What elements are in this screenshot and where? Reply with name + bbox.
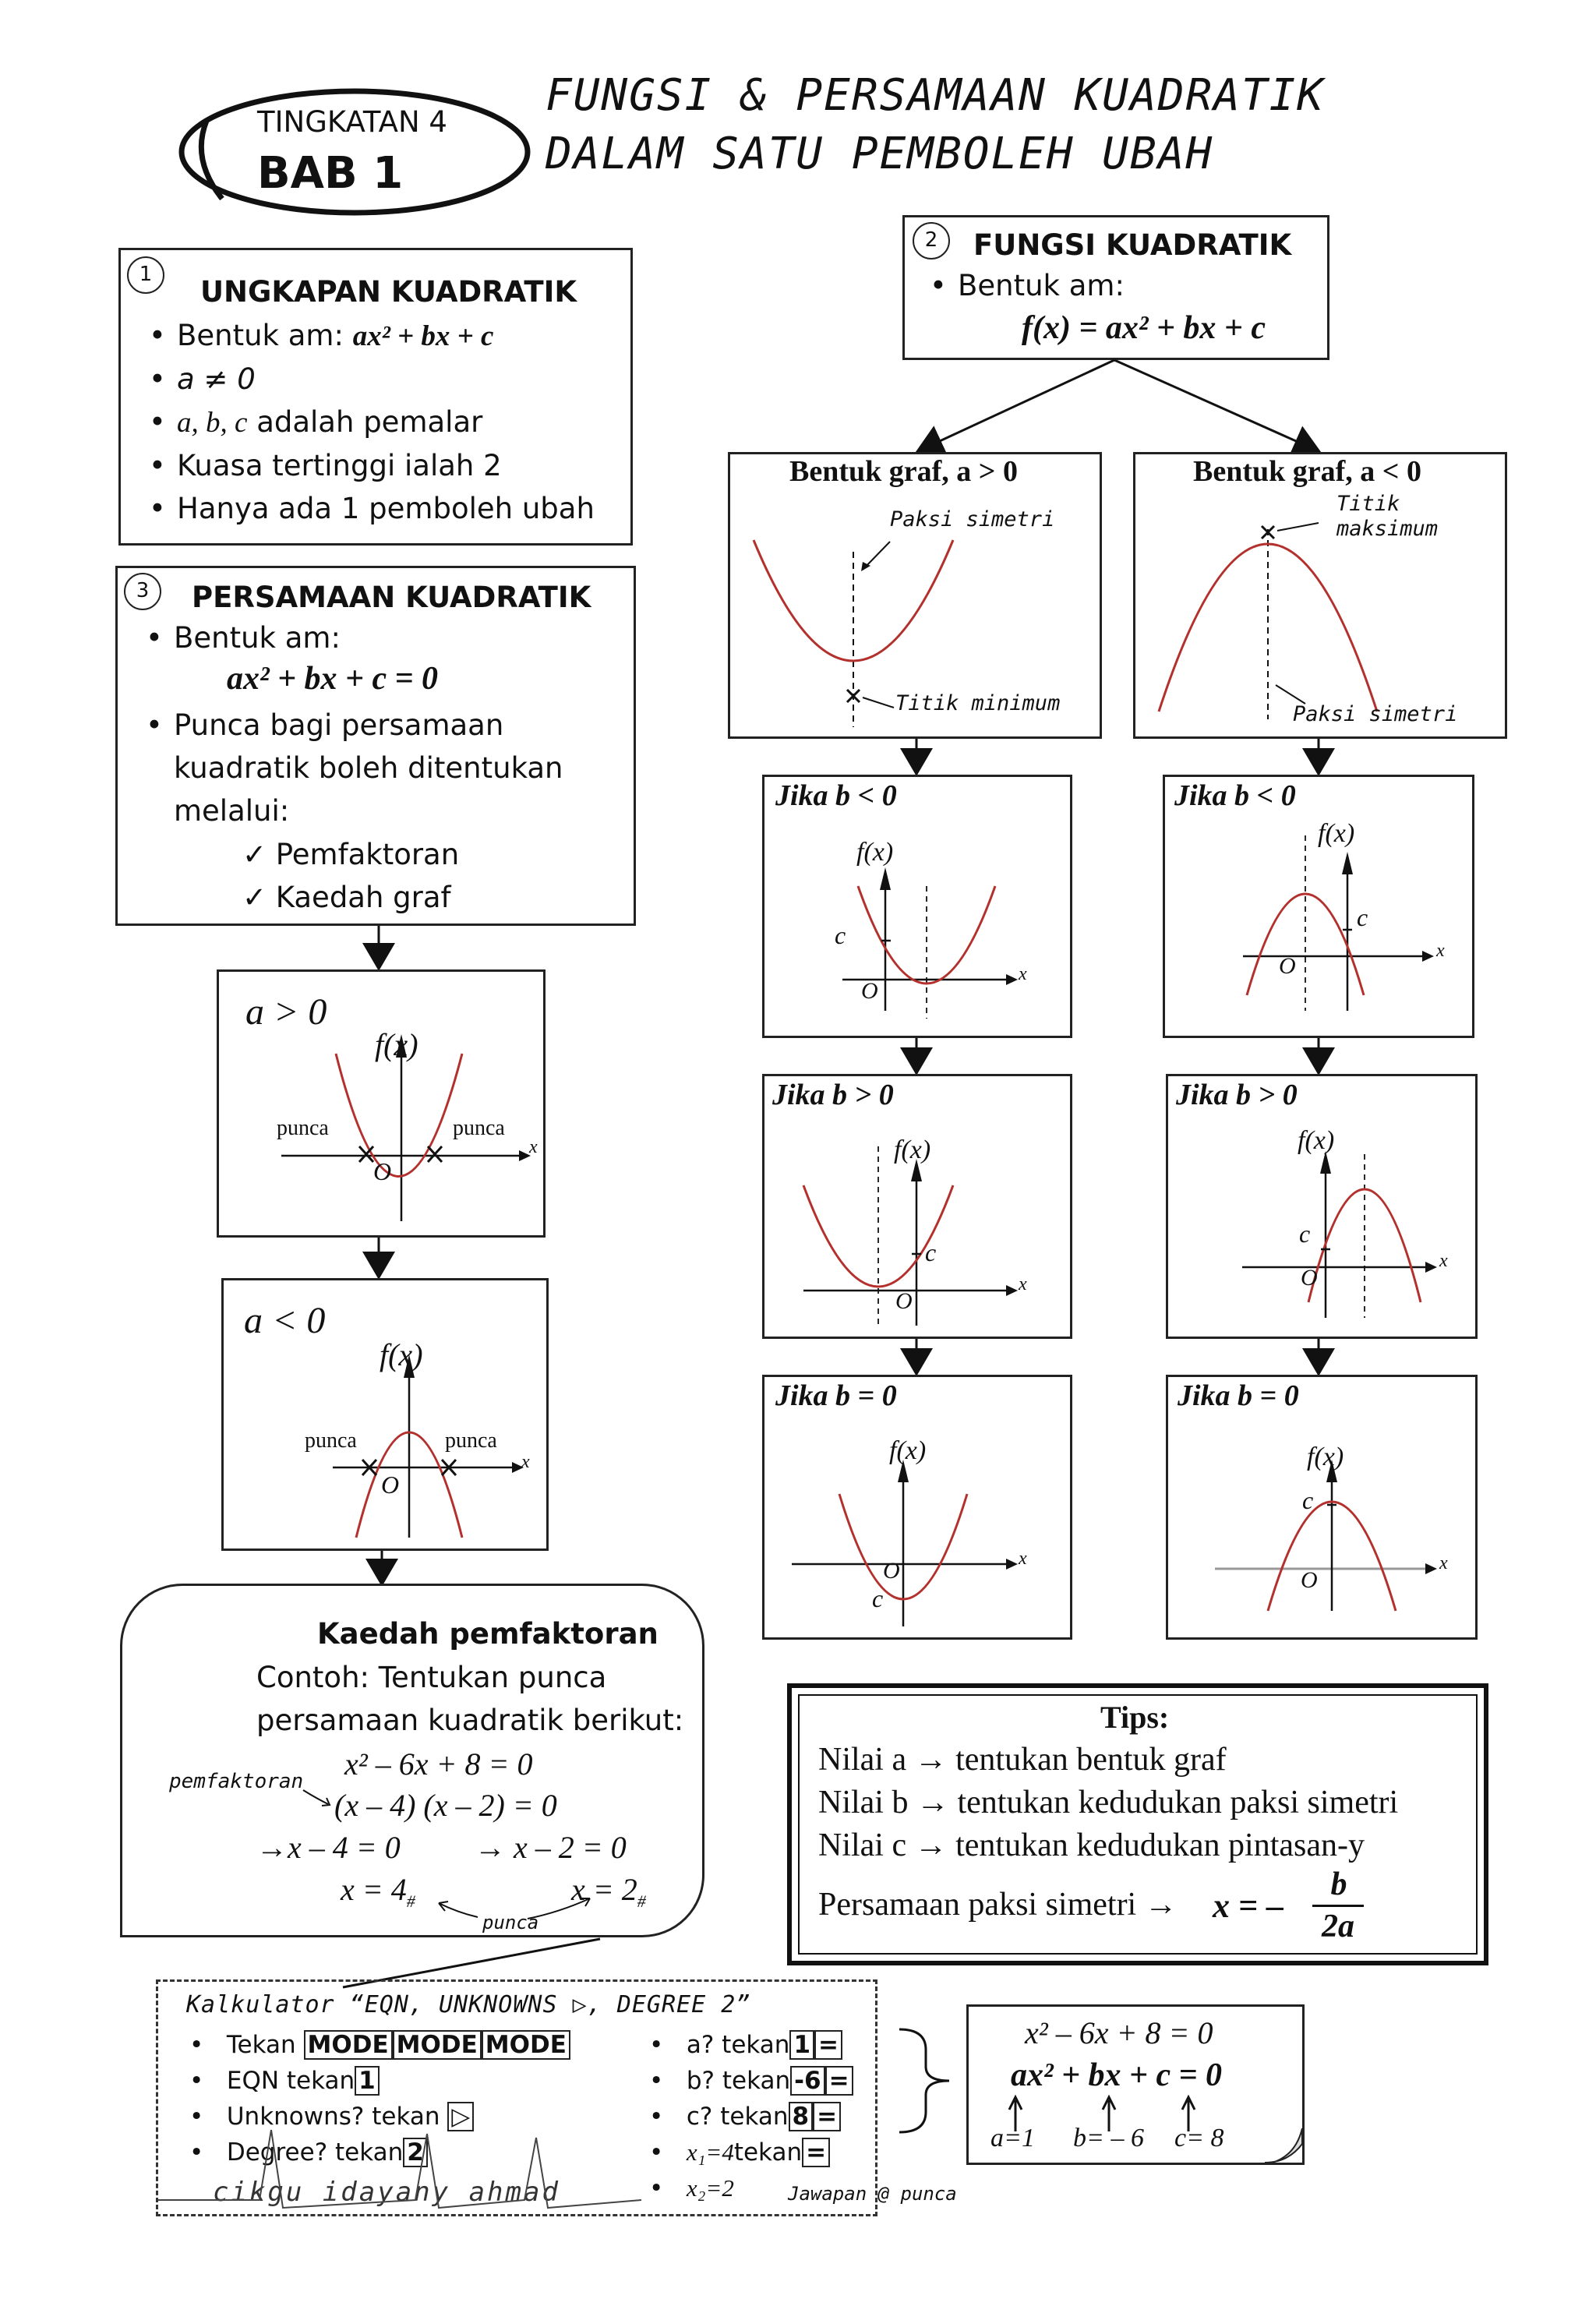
check-kaedah-graf: ✓ Kaedah graf xyxy=(242,881,451,914)
axis-origin: O xyxy=(861,978,878,1004)
step-degree: • Degree? tekan 2 xyxy=(189,2135,570,2170)
graph-a-negative xyxy=(221,1278,549,1551)
section-number: 3 xyxy=(124,573,161,610)
bullet-a-not-zero: • a ≠ 0 xyxy=(177,358,595,401)
label-c: c xyxy=(925,1238,937,1266)
label-c: c xyxy=(1299,1220,1311,1248)
step-x2: • x₂=2 xyxy=(649,2174,734,2202)
tips-line-a: Nilai a → tentukan bentuk graf xyxy=(818,1742,1227,1778)
factorization-factored: (x – 4) (x – 2) = 0 xyxy=(334,1788,557,1823)
graph-title: a > 0 xyxy=(245,991,327,1033)
calculator-right-steps xyxy=(649,2027,853,2206)
label-maksimum: maksimum xyxy=(1336,517,1439,541)
bullet-bentuk-am: • Bentuk am: xyxy=(958,264,1125,307)
label-c: c xyxy=(872,1584,884,1612)
tips-box xyxy=(787,1683,1488,1965)
axis-x: x xyxy=(521,1452,530,1472)
label-paksi-simetri: Paksi simetri xyxy=(890,507,1055,531)
axis-x: x xyxy=(1439,1251,1448,1271)
graph-title: Jika b > 0 xyxy=(1176,1079,1298,1111)
case-a-neg-b-zero xyxy=(1166,1375,1478,1640)
step-a: • a? tekan 1 = xyxy=(649,2027,853,2063)
axis-fx: f(x) xyxy=(380,1337,423,1372)
axis-origin: O xyxy=(1301,1567,1318,1593)
axis-origin: O xyxy=(883,1558,900,1584)
section-title: PERSAMAAN KUADRATIK xyxy=(192,581,591,614)
factorization-title: Kaedah pemfaktoran xyxy=(317,1617,659,1651)
step-unknowns: • Unknowns? tekan ▷ xyxy=(189,2099,570,2135)
section-title: UNGKAPAN KUADRATIK xyxy=(200,275,577,309)
axis-origin: O xyxy=(1279,953,1296,979)
axis-x: x xyxy=(1019,1549,1027,1569)
axis-origin: O xyxy=(1301,1265,1318,1291)
check-icon: ✓ xyxy=(242,838,276,871)
bullet-one-variable: • Hanya ada 1 pemboleh ubah xyxy=(177,487,595,530)
graph-title: Bentuk graf, a < 0 xyxy=(1193,455,1421,488)
note-b-value: b= – 6 xyxy=(1073,2124,1144,2152)
note-example-equation: x² – 6x + 8 = 0 xyxy=(1025,2015,1213,2050)
header-title-line2: DALAM SATU PEMBOLEH UBAH xyxy=(546,129,1214,179)
case-a-pos-b-neg xyxy=(762,775,1072,1038)
graph-title: Jika b = 0 xyxy=(775,1379,897,1412)
formula-denominator: 2a xyxy=(1322,1909,1354,1944)
bullet-highest-power: • Kuasa tertinggi ialah 2 xyxy=(177,444,595,487)
axis-x: x xyxy=(1436,941,1445,961)
calculator-title: Kalkulator “EQN, UNKNOWNS ▷, DEGREE 2” xyxy=(186,1991,751,2018)
label-punca-right: punca xyxy=(453,1116,505,1140)
axis-x: x xyxy=(1019,1274,1027,1294)
factorization-root-b: $x = 2_{\#}$ xyxy=(571,1872,646,1911)
factorization-step-a: →x – 4 = 0 xyxy=(256,1830,401,1865)
label-punca-left: punca xyxy=(277,1116,329,1140)
label-titik: Titik xyxy=(1336,492,1400,516)
label-pemfaktoran: pemfaktoran xyxy=(169,1770,304,1793)
page-curl-icon xyxy=(1265,2128,1304,2164)
signature: cikgu idayany ahmad xyxy=(213,2177,560,2208)
factorization-line2: persamaan kuadratik berikut: xyxy=(256,1704,684,1737)
tips-title: Tips: xyxy=(1100,1700,1170,1735)
bullet-punca: • Punca bagi persamaan kuadratik boleh ditentukan melalui: xyxy=(174,704,610,832)
header-level: TINGKATAN 4 xyxy=(257,105,447,139)
axis-fx: f(x) xyxy=(894,1135,931,1164)
step-eqn: • EQN tekan 1 xyxy=(189,2063,570,2099)
step-mode: • Tekan MODE MODE MODE xyxy=(189,2027,570,2063)
note-c-value: c= 8 xyxy=(1174,2124,1224,2152)
case-a-neg-b-pos xyxy=(1166,1074,1478,1339)
tips-line-c: Nilai c → tentukan kedudukan pintasan-y xyxy=(818,1827,1365,1863)
axis-fx: f(x) xyxy=(1298,1126,1335,1155)
shape-graph-a-negative xyxy=(1133,452,1507,739)
graph-title: Jika b < 0 xyxy=(775,779,897,812)
pemfaktoran-arrow-icon xyxy=(302,1787,333,1810)
bullet-constants: • a, b, c adalah pemalar xyxy=(177,401,595,444)
bullet-bentuk-am: • Bentuk am: ax² + bx + c xyxy=(177,314,595,358)
tips-line-paksi: Persamaan paksi simetri → xyxy=(818,1887,1178,1923)
coefficient-note xyxy=(966,2004,1305,2165)
axis-fx: f(x) xyxy=(1307,1443,1344,1471)
shape-graph-a-positive xyxy=(728,452,1102,739)
label-titik-minimum: Titik minimum xyxy=(895,691,1061,715)
brace-icon xyxy=(895,2026,965,2135)
label-punca-left: punca xyxy=(305,1428,357,1453)
axis-fx: f(x) xyxy=(1318,819,1355,848)
equation-expression: ax² + bx + c = 0 xyxy=(227,661,439,697)
graph-a-positive xyxy=(217,969,546,1238)
bullet-bentuk-am: • Bentuk am: xyxy=(174,616,641,659)
section-title: FUNGSI KUADRATIK xyxy=(973,228,1292,262)
label-punca: punca xyxy=(482,1912,539,1933)
graph-title: Jika b < 0 xyxy=(1174,779,1296,812)
formula-numerator: b xyxy=(1330,1866,1347,1902)
case-a-pos-b-pos xyxy=(762,1074,1072,1339)
axis-fx: f(x) xyxy=(375,1027,418,1062)
factorization-line1: Contoh: Tentukan punca xyxy=(256,1661,607,1694)
label-c: c xyxy=(1302,1486,1314,1514)
case-a-neg-b-neg xyxy=(1163,775,1474,1038)
graph-title: Jika b > 0 xyxy=(772,1079,894,1111)
function-expression: f(x) = ax² + bx + c xyxy=(1022,310,1266,346)
check-pemfaktoran: ✓ Pemfaktoran xyxy=(242,838,460,871)
factorization-step-b: → x – 2 = 0 xyxy=(475,1830,627,1865)
calculator-box xyxy=(156,1979,957,2216)
formula-fraction-bar xyxy=(1312,1905,1364,1907)
factorization-equation: x² – 6x + 8 = 0 xyxy=(344,1746,533,1782)
header-title-line1: FUNGSI & PERSAMAAN KUADRATIK xyxy=(546,70,1326,121)
tips-line-b: Nilai b → tentukan kedudukan paksi simetri xyxy=(818,1785,1399,1820)
label-jawapan: Jawapan @ punca xyxy=(788,2183,957,2205)
axis-x: x xyxy=(1019,964,1027,984)
axis-fx: f(x) xyxy=(889,1436,927,1465)
step-x1: • x₁=4tekan = xyxy=(649,2135,853,2170)
note-general-equation: ax² + bx + c = 0 xyxy=(1011,2057,1223,2093)
note-a-value: a=1 xyxy=(990,2124,1035,2152)
signature-pulse-line xyxy=(158,2122,641,2216)
step-c: • c? tekan 8 = xyxy=(649,2099,853,2135)
label-c: c xyxy=(835,921,846,949)
check-icon: ✓ xyxy=(242,881,276,914)
label-c: c xyxy=(1357,903,1368,931)
case-a-pos-b-zero xyxy=(762,1375,1072,1640)
step-b: • b? tekan -6 = xyxy=(649,2063,853,2099)
label-punca-right: punca xyxy=(445,1428,497,1453)
factorization-root-a: $x = 4_{\#}$ xyxy=(341,1872,415,1911)
formula-lhs: x = – xyxy=(1213,1887,1284,1925)
header-chapter: BAB 1 xyxy=(257,148,404,199)
axis-origin: O xyxy=(381,1471,400,1499)
section-number: 1 xyxy=(127,256,164,294)
graph-title: Bentuk graf, a > 0 xyxy=(789,455,1018,488)
label-paksi-simetri: Paksi simetri xyxy=(1293,702,1458,726)
axis-fx: f(x) xyxy=(856,838,894,867)
section-number: 2 xyxy=(913,222,950,260)
factorization-box xyxy=(120,1584,704,1937)
axis-x: x xyxy=(1439,1553,1448,1573)
axis-origin: O xyxy=(373,1157,392,1185)
axis-x: x xyxy=(529,1137,538,1157)
graph-title: a < 0 xyxy=(244,1300,326,1341)
graph-title: Jika b = 0 xyxy=(1178,1379,1299,1412)
axis-origin: O xyxy=(895,1288,913,1314)
